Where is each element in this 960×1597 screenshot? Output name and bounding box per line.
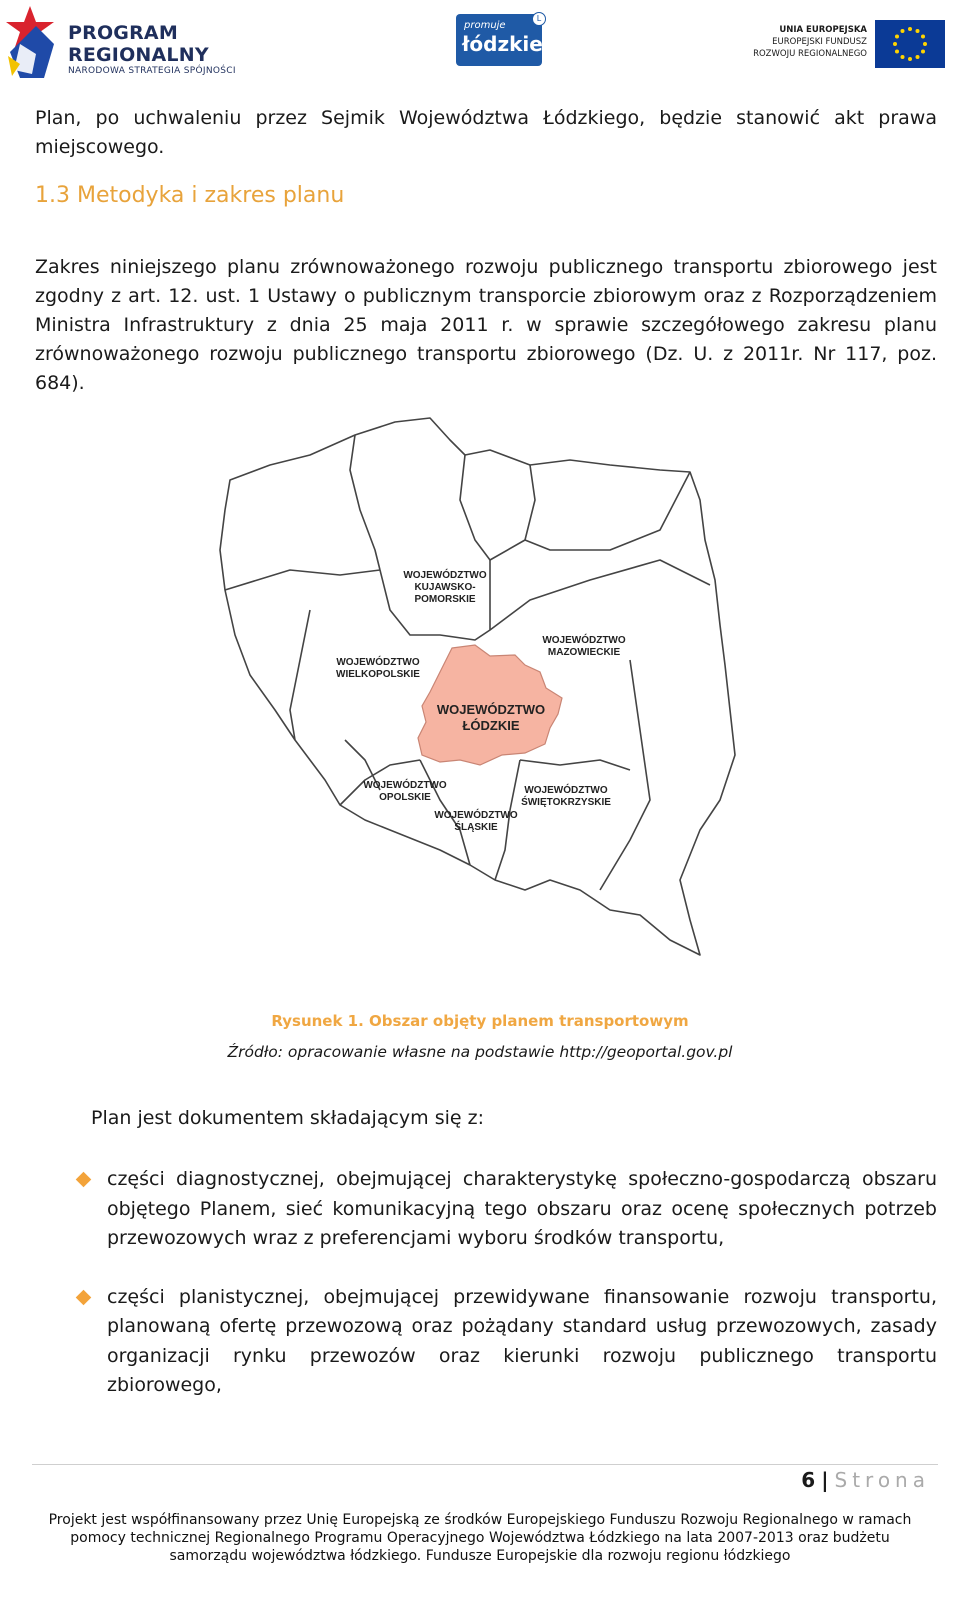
footer-line-2: pomocy technicznej Regionalnego Programu Operacyjnego Województwa Łódzkiego na lata 2007-2013 oraz budżetu — [70, 1530, 890, 1546]
map-label-swiet-2: ŚWIĘTOKRZYSKIE — [521, 797, 611, 808]
list-item-text: części diagnostycznej, obejmującej charakterystykę społeczno-gospodarczą obszaru objętego Planem, sieć komunikacyjną tego obszaru oraz ocenę społecznych potrzeb przewozowych wraz z preferencjami wyboru środków transportu, — [107, 1168, 937, 1249]
map-label-swiet-1: WOJEWÓDZTWO — [524, 785, 608, 796]
map-label-lodz-1: WOJEWÓDZTWO — [436, 702, 546, 717]
program-title-line2: REGIONALNY — [68, 44, 209, 66]
registered-mark-icon: L — [532, 12, 546, 26]
diamond-bullet-icon — [76, 1172, 92, 1188]
map-label-kujawsko-1: WOJEWÓDZTWO — [403, 570, 487, 581]
footer-line-3: samorządu województwa łódzkiego. Fundusze Europejskie dla rozwoju regionu łódzkiego — [169, 1548, 791, 1564]
map-label-opol-1: WOJEWÓDZTWO — [363, 780, 447, 791]
promuje-lodzkie-logo — [456, 14, 546, 68]
list-lead: Plan jest dokumentem składającym się z: — [91, 1107, 484, 1129]
eu-line3: ROZWOJU REGIONALNEGO — [753, 49, 867, 59]
paragraph-intro: Plan, po uchwaleniu przez Sejmik Województwa Łódzkiego, będzie stanowić akt prawa miejscowego. — [35, 107, 937, 158]
list-item-text: części planistycznej, obejmującej przewidywane finansowanie rozwoju transportu, planowaną ofertę przewozową oraz pożądany standard usług przewozowych, zasady organizacji rynku przewozów oraz kierunki rozwoju publicznego transportu zbiorowego, — [107, 1285, 937, 1396]
paragraph-scope: Zakres niniejszego planu zrównoważonego rozwoju publicznego transportu zbiorowego jest zgodny z art. 12. ust. 1 Ustawy o publicznym transporcie zbiorowym oraz z Rozporządzeniem Ministra Infrastruktury z dnia 25 maja 2011 r. w sprawie szczegółowego zakresu planu zrównoważonego rozwoju publicznego transportu zbiorowego (Dz. U. z 2011r. Nr 117, poz. 684). — [35, 256, 937, 394]
map-label-wielko-1: WOJEWÓDZTWO — [336, 657, 420, 668]
section-heading: 1.3 Metodyka i zakres planu — [35, 183, 345, 208]
voivodeship-map — [190, 410, 750, 970]
program-title-line1: PROGRAM — [68, 22, 178, 44]
map-label-wielko-2: WIELKOPOLSKIE — [336, 669, 420, 680]
funding-footer — [0, 1511, 960, 1565]
figure-source: Źródło: opracowanie własne na podstawie http://geoportal.gov.pl — [227, 1043, 733, 1061]
star-logo-icon — [6, 4, 62, 80]
logo-small-text: promuje — [464, 20, 506, 31]
page-label: Strona — [834, 1468, 930, 1492]
page-number — [801, 1468, 930, 1492]
map-label-slask-2: ŚLĄSKIE — [454, 822, 498, 833]
map-label-mazow-1: WOJEWÓDZTWO — [542, 635, 626, 646]
map-label-slask-1: WOJEWÓDZTWO — [434, 810, 518, 821]
eu-line1: UNIA EUROPEJSKA — [779, 25, 867, 35]
map-label-mazow-2: MAZOWIECKIE — [547, 647, 621, 658]
footer-line-1: Projekt jest współfinansowany przez Unię Europejską ze środków Europejskiego Funduszu Rozwoju Regionalnego w ramach — [48, 1512, 912, 1528]
diamond-bullet-icon — [76, 1289, 92, 1305]
program-regionalny-logo — [6, 4, 246, 80]
eu-logo — [753, 20, 945, 68]
component-list — [75, 1165, 937, 1430]
footer-divider — [32, 1464, 938, 1465]
eu-flag-icon — [875, 20, 945, 68]
page-number-value: 6 — [801, 1468, 816, 1492]
page-separator: | — [821, 1468, 829, 1492]
map-label-opol-2: OPOLSKIE — [379, 792, 431, 803]
eu-line2: EUROPEJSKI FUNDUSZ — [772, 37, 867, 47]
map-label-lodz-2: ŁÓDZKIE — [462, 718, 520, 733]
figure-caption: Rysunek 1. Obszar objęty planem transportowym — [271, 1012, 689, 1030]
list-item — [75, 1165, 937, 1254]
eu-text — [753, 24, 867, 60]
program-subtitle: NARODOWA STRATEGIA SPÓJNOŚCI — [68, 66, 236, 76]
list-item — [75, 1283, 937, 1401]
map-label-kujawsko-3: POMORSKIE — [414, 594, 476, 605]
logo-big-text: łódzkie — [462, 32, 543, 56]
map-label-kujawsko-2: KUJAWSKO- — [414, 582, 476, 593]
